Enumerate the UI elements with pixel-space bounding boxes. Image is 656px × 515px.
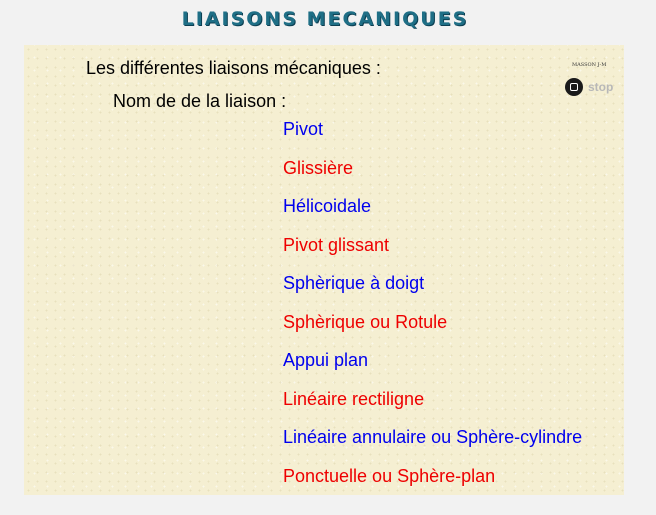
author-credit: MASSON J-M xyxy=(572,62,607,68)
liaison-link-lineaire-annulaire[interactable]: Linéaire annulaire ou Sphère-cylindre xyxy=(283,427,583,447)
liaison-link-spherique-a-doigt[interactable]: Sphèrique à doigt xyxy=(283,273,425,293)
stop-label: stop xyxy=(588,80,614,94)
liaison-link-pivot[interactable]: Pivot xyxy=(283,119,324,139)
liaison-link-pivot-glissant[interactable]: Pivot glissant xyxy=(283,234,390,255)
liaison-link-glissiere[interactable]: Glissière xyxy=(283,157,354,178)
liaison-link-lineaire-rectiligne[interactable]: Linéaire rectiligne xyxy=(283,388,425,409)
liaison-name-heading: Nom de de la liaison : xyxy=(113,91,287,111)
liaison-list xyxy=(283,119,582,504)
liaison-link-spherique-rotule[interactable]: Sphèrique ou Rotule xyxy=(283,311,448,332)
section-heading: Les différentes liaisons mécaniques : xyxy=(86,58,381,78)
stop-button[interactable] xyxy=(565,76,613,98)
page-title: LIAISONS MECANIQUES xyxy=(181,8,469,30)
content-panel xyxy=(24,45,624,495)
liaison-link-ponctuelle[interactable]: Ponctuelle ou Sphère-plan xyxy=(283,465,496,486)
stop-icon xyxy=(565,78,583,96)
liaison-link-appui-plan[interactable]: Appui plan xyxy=(283,350,369,370)
liaison-link-helicoidale[interactable]: Hélicoidale xyxy=(283,196,372,216)
